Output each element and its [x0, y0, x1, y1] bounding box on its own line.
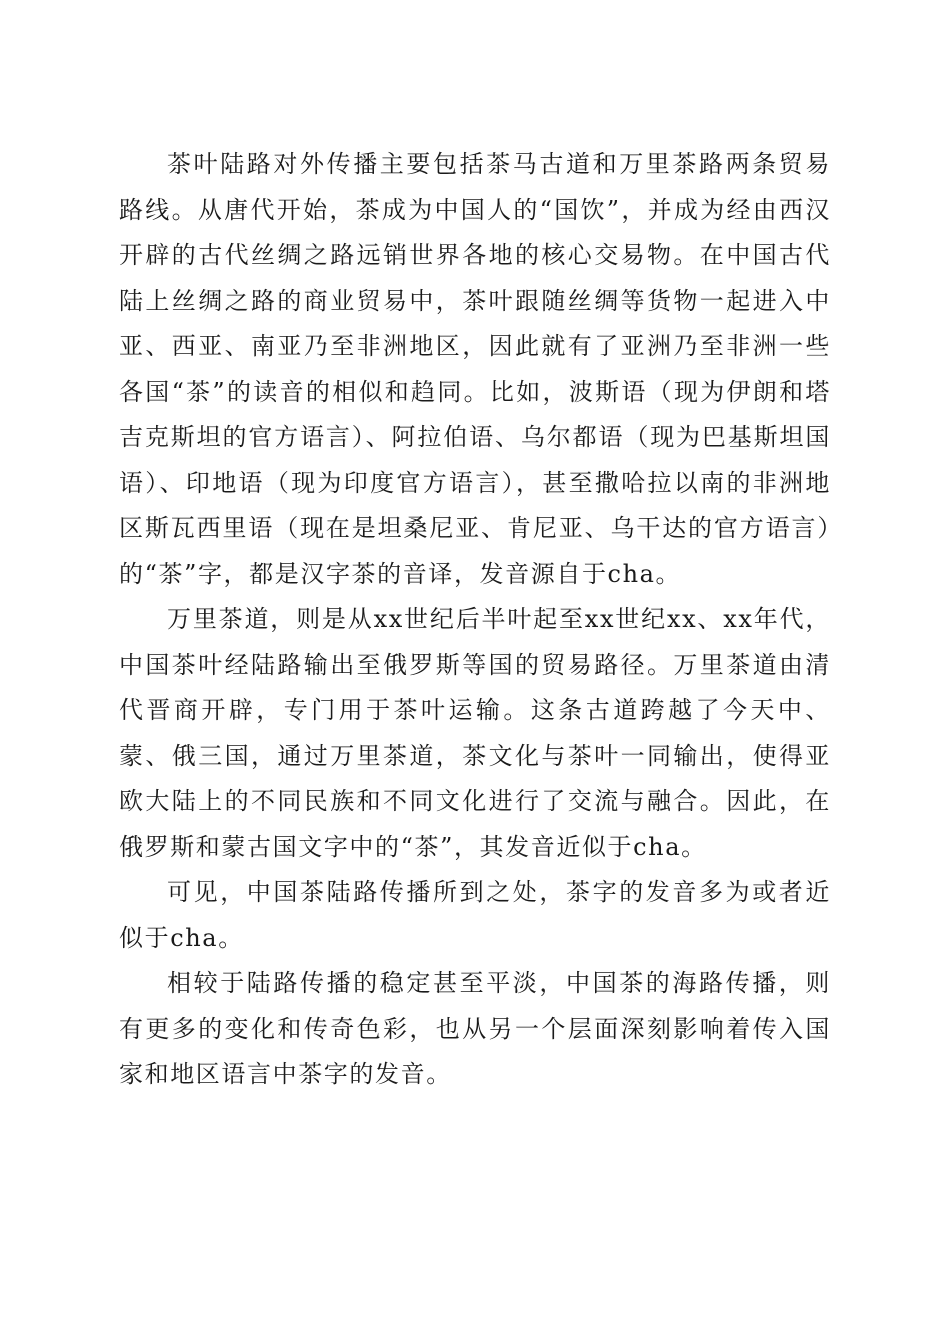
paragraph-tea-land-routes: 茶叶陆路对外传播主要包括茶马古道和万里茶路两条贸易路线。从唐代开始，茶成为中国人的“国饮”，并成为经由西汉开辟的古代丝绸之路远销世界各地的核心交易物。在中国古代陆上丝绸之路的商业贸易中，茶叶跟随丝绸等货物一起进入中亚、西亚、南亚乃至非洲地区，因此就有了亚洲乃至非洲一些各国“茶”的读音的相似和趋同。比如，波斯语（现为伊朗和塔吉克斯坦的官方语言）、阿拉伯语、乌尔都语（现为巴基斯坦国语）、印地语（现为印度官方语言），甚至撒哈拉以南的非洲地区斯瓦西里语（现在是坦桑尼亚、肯尼亚、乌干达的官方语言）的“茶”字，都是汉字茶的音译，发音源自于cha。 — [119, 150, 831, 588]
body-text — [119, 142, 831, 1098]
paragraph-sea-route-intro: 相较于陆路传播的稳定甚至平淡，中国茶的海路传播，则有更多的变化和传奇色彩，也从另一个层面深刻影响着传入国家和地区语言中茶字的发音。 — [119, 969, 831, 1088]
paragraph-ten-thousand-li-tea-road: 万里茶道，则是从xx世纪后半叶起至xx世纪xx、xx年代，中国茶叶经陆路输出至俄罗斯等国的贸易路径。万里茶道由清代晋商开辟，专门用于茶叶运输。这条古道跨越了今天中、蒙、俄三国，通过万里茶道，茶文化与茶叶一同输出，使得亚欧大陆上的不同民族和不同文化进行了交流与融合。因此，在俄罗斯和蒙古国文字中的“茶”，其发音近似于cha。 — [119, 605, 831, 861]
paragraph-conclusion-cha: 可见，中国茶陆路传播所到之处，茶字的发音多为或者近似于cha。 — [119, 878, 831, 952]
